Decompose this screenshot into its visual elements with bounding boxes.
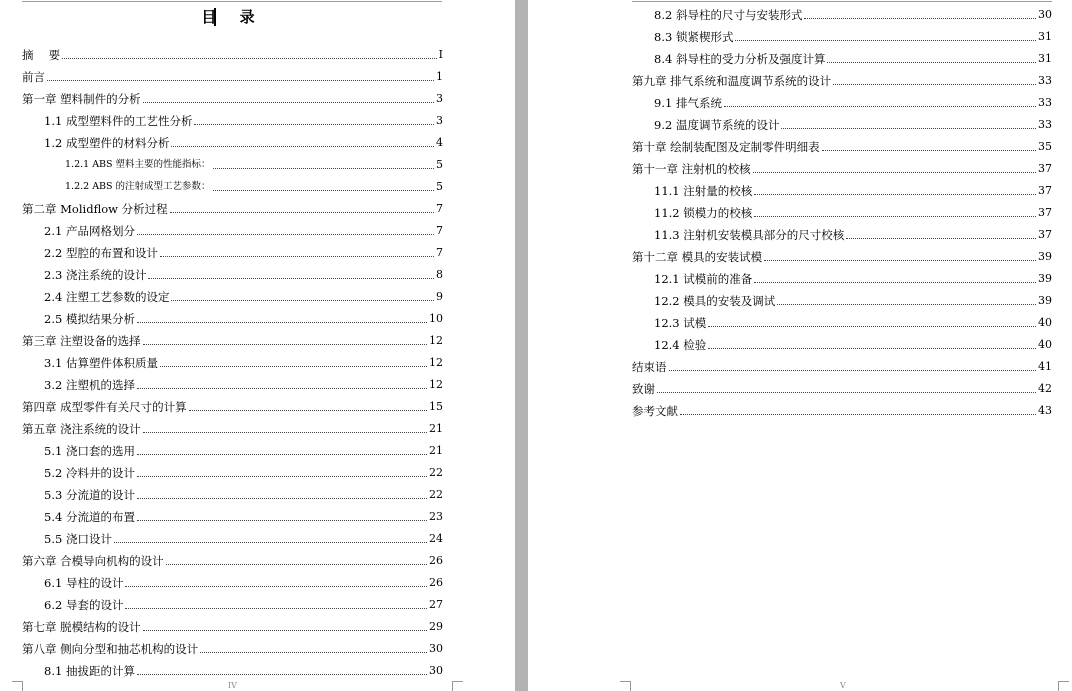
toc-page-number: 40 (1038, 338, 1052, 351)
toc-page-number: 22 (429, 466, 443, 479)
page-footer-number: IV (228, 681, 237, 690)
toc-entry[interactable] (44, 267, 443, 283)
toc-entry-label: 1.2.1 ABS 塑料主要的性能指标： (65, 159, 211, 170)
toc-entry-label: 1.2.2 ABS 的注射成型工艺参数： (65, 181, 211, 192)
toc-page-number: 40 (1038, 316, 1052, 329)
toc-entry-label: 8.1 抽拔距的计算 (44, 664, 135, 678)
toc-page-number: 5 (436, 180, 443, 193)
toc-entry-label: 12.1 试模前的准备 (654, 272, 753, 286)
toc-entry-label: 摘 要 (22, 48, 61, 62)
dot-leader (189, 410, 427, 411)
toc-entry-label: 12.3 试模 (654, 316, 707, 330)
dot-leader (137, 520, 427, 521)
toc-entry[interactable] (654, 51, 1052, 67)
toc-entry[interactable] (632, 249, 1052, 265)
toc-entry[interactable] (22, 333, 443, 349)
toc-title: 目 录 (201, 8, 264, 26)
toc-entry[interactable] (632, 359, 1052, 375)
toc-page-number: 21 (429, 444, 443, 457)
dot-leader (170, 212, 434, 213)
header-rule (632, 1, 1052, 2)
toc-entry[interactable] (44, 223, 443, 239)
toc-entry[interactable] (44, 663, 443, 679)
toc-page-number: 37 (1038, 228, 1052, 241)
toc-entry-label: 1.2 成型塑件的材料分析 (44, 136, 170, 150)
header-rule (22, 1, 442, 2)
toc-entry-label: 2.4 注塑工艺参数的设定 (44, 290, 170, 304)
dot-leader (754, 216, 1036, 217)
dot-leader (213, 168, 434, 169)
toc-entry[interactable] (44, 487, 443, 503)
dot-leader (114, 542, 427, 543)
toc-entry-label: 8.4 斜导柱的受力分析及强度计算 (654, 52, 826, 66)
toc-page-number: 42 (1038, 382, 1052, 395)
toc-entry[interactable] (654, 183, 1052, 199)
toc-page-number: 37 (1038, 206, 1052, 219)
dot-leader (137, 476, 427, 477)
margin-corner-mark (12, 681, 23, 691)
dot-leader (657, 392, 1036, 393)
dot-leader (148, 278, 434, 279)
toc-entry[interactable] (22, 399, 443, 415)
toc-entry[interactable] (44, 377, 443, 393)
toc-page-number: 21 (429, 422, 443, 435)
dot-leader (753, 172, 1036, 173)
toc-page-number: 23 (429, 510, 443, 523)
toc-entry-label: 3.2 注塑机的选择 (44, 378, 135, 392)
dot-leader (143, 432, 427, 433)
toc-entry[interactable] (654, 337, 1052, 353)
dot-leader (62, 58, 436, 59)
toc-entry-label: 第十一章 注射机的校核 (632, 162, 751, 176)
toc-entry[interactable] (654, 95, 1052, 111)
toc-page-number: 43 (1038, 404, 1052, 417)
toc-entry-label: 2.5 模拟结果分析 (44, 312, 135, 326)
dot-leader (708, 326, 1036, 327)
toc-entry-label: 第六章 合模导向机构的设计 (22, 554, 164, 568)
toc-entry[interactable] (22, 91, 443, 107)
toc-entry[interactable] (22, 641, 443, 657)
dot-leader (669, 370, 1037, 371)
toc-entry-label: 前言 (22, 70, 45, 84)
toc-page-number: 30 (1038, 8, 1052, 21)
toc-entry-label: 第五章 浇注系统的设计 (22, 422, 141, 436)
dot-leader (781, 128, 1036, 129)
toc-entry[interactable] (632, 139, 1052, 155)
toc-entry-label: 12.2 模具的安装及调试 (654, 294, 776, 308)
toc-page-number: 35 (1038, 140, 1052, 153)
toc-entry[interactable] (654, 227, 1052, 243)
margin-corner-mark (452, 681, 463, 691)
dot-leader (777, 304, 1036, 305)
toc-page-number: I (438, 48, 443, 61)
toc-entry-label: 第一章 塑料制件的分析 (22, 92, 141, 106)
toc-entry[interactable] (44, 135, 443, 151)
dot-leader (137, 322, 427, 323)
toc-entry[interactable] (632, 161, 1052, 177)
toc-entry-label: 5.1 浇口套的选用 (44, 444, 135, 458)
toc-entry[interactable] (44, 289, 443, 305)
toc-page-number: 26 (429, 554, 443, 567)
toc-entry[interactable] (44, 113, 443, 129)
toc-entry[interactable] (632, 403, 1052, 419)
dot-leader (822, 150, 1036, 151)
toc-page-number: 12 (429, 378, 443, 391)
toc-entry-label: 2.1 产品网格划分 (44, 224, 135, 238)
dot-leader (754, 194, 1036, 195)
dot-leader (764, 260, 1036, 261)
toc-entry[interactable] (654, 315, 1052, 331)
dot-leader (166, 564, 427, 565)
dot-leader (160, 256, 434, 257)
toc-entry[interactable] (654, 205, 1052, 221)
dot-leader (846, 238, 1036, 239)
toc-entry[interactable] (654, 271, 1052, 287)
toc-entry-label: 6.1 导柱的设计 (44, 576, 124, 590)
toc-page-number: 1 (436, 70, 443, 83)
toc-entry[interactable] (44, 597, 443, 613)
page-iv (0, 0, 515, 691)
toc-page-number: 31 (1038, 52, 1052, 65)
dot-leader (194, 124, 434, 125)
toc-entry-label: 2.2 型腔的布置和设计 (44, 246, 158, 260)
dot-leader (160, 366, 427, 367)
dot-leader (137, 498, 427, 499)
page-gutter (515, 0, 528, 691)
toc-page-number: 12 (429, 356, 443, 369)
toc-entry[interactable] (22, 47, 443, 63)
toc-page-number: 29 (429, 620, 443, 633)
toc-page-number: 33 (1038, 118, 1052, 131)
toc-entry[interactable] (44, 465, 443, 481)
toc-entry-label: 11.3 注射机安装模具部分的尺寸校核 (654, 228, 845, 242)
toc-entry-label: 5.4 分流道的布置 (44, 510, 135, 524)
dot-leader (137, 234, 434, 235)
toc-entry[interactable] (65, 157, 443, 173)
dot-leader (171, 300, 434, 301)
toc-entry[interactable] (22, 421, 443, 437)
toc-entry[interactable] (44, 245, 443, 261)
toc-page-number: 37 (1038, 184, 1052, 197)
dot-leader (680, 414, 1036, 415)
toc-entry[interactable] (44, 531, 443, 547)
dot-leader (143, 344, 427, 345)
dot-leader (137, 454, 427, 455)
toc-entry-label: 第二章 Molidflow 分析过程 (22, 202, 168, 216)
toc-page-number: 9 (436, 290, 443, 303)
toc-page-number: 33 (1038, 74, 1052, 87)
toc-page-number: 3 (436, 92, 443, 105)
dot-leader (200, 652, 427, 653)
toc-page-number: 30 (429, 642, 443, 655)
toc-page-number: 22 (429, 488, 443, 501)
toc-page-number: 5 (436, 158, 443, 171)
toc-entry-label: 11.1 注射量的校核 (654, 184, 753, 198)
margin-corner-mark (1058, 681, 1069, 691)
toc-page-number: 39 (1038, 250, 1052, 263)
dot-leader (833, 84, 1036, 85)
toc-entry[interactable] (654, 29, 1052, 45)
dot-leader (724, 106, 1036, 107)
dot-leader (137, 388, 427, 389)
toc-entry-label: 第十二章 模具的安装试模 (632, 250, 763, 264)
toc-entry-label: 第九章 排气系统和温度调节系统的设计 (632, 74, 832, 88)
toc-entry-label: 6.2 导套的设计 (44, 598, 124, 612)
dot-leader (143, 102, 434, 103)
toc-entry-label: 致谢 (632, 382, 655, 396)
toc-entry[interactable] (44, 311, 443, 327)
toc-entry[interactable] (44, 509, 443, 525)
dot-leader (143, 630, 427, 631)
toc-entry-label: 9.1 排气系统 (654, 96, 722, 110)
toc-entry-label: 8.3 锁紧楔形式 (654, 30, 734, 44)
toc-page-number: 33 (1038, 96, 1052, 109)
toc-page-number: 7 (436, 246, 443, 259)
toc-entry-label: 9.2 温度调节系统的设计 (654, 118, 780, 132)
dot-leader (754, 282, 1036, 283)
toc-entry-label: 5.3 分流道的设计 (44, 488, 135, 502)
dot-leader (125, 608, 427, 609)
toc-entry-label: 第八章 侧向分型和抽芯机构的设计 (22, 642, 199, 656)
toc-entry[interactable] (44, 575, 443, 591)
toc-entry-label: 2.3 浇注系统的设计 (44, 268, 147, 282)
page-footer-number: V (840, 681, 846, 690)
toc-entry[interactable] (22, 553, 443, 569)
toc-entry[interactable] (632, 73, 1052, 89)
dot-leader (213, 190, 434, 191)
toc-entry-label: 结束语 (632, 360, 667, 374)
toc-page-number: 7 (436, 202, 443, 215)
toc-entry[interactable] (22, 69, 443, 85)
toc-entry-label: 8.2 斜导柱的尺寸与安装形式 (654, 8, 803, 22)
dot-leader (171, 146, 434, 147)
dot-leader (735, 40, 1036, 41)
toc-page-number: 7 (436, 224, 443, 237)
toc-entry[interactable] (44, 443, 443, 459)
toc-entry-label: 第三章 注塑设备的选择 (22, 334, 141, 348)
margin-corner-mark (620, 681, 631, 691)
toc-page-number: 31 (1038, 30, 1052, 43)
toc-page-number: 37 (1038, 162, 1052, 175)
toc-entry-label: 5.2 冷料井的设计 (44, 466, 135, 480)
toc-entry[interactable] (654, 7, 1052, 23)
toc-entry-label: 第四章 成型零件有关尺寸的计算 (22, 400, 187, 414)
toc-entry[interactable] (22, 201, 443, 217)
toc-entry-label: 1.1 成型塑料件的工艺性分析 (44, 114, 193, 128)
dot-leader (708, 348, 1036, 349)
toc-page-number: 27 (429, 598, 443, 611)
dot-leader (804, 18, 1036, 19)
toc-entry[interactable] (632, 381, 1052, 397)
dot-leader (125, 586, 427, 587)
dot-leader (137, 674, 427, 675)
toc-entry[interactable] (654, 117, 1052, 133)
page-v (528, 0, 1072, 691)
toc-page-number: 8 (436, 268, 443, 281)
toc-entry[interactable] (44, 355, 443, 371)
toc-entry-label: 5.5 浇口设计 (44, 532, 112, 546)
toc-page-number: 10 (429, 312, 443, 325)
toc-page-number: 39 (1038, 272, 1052, 285)
toc-entry-label: 12.4 检验 (654, 338, 707, 352)
toc-page-number: 30 (429, 664, 443, 677)
toc-entry-label: 第七章 脱模结构的设计 (22, 620, 141, 634)
toc-entry[interactable] (22, 619, 443, 635)
toc-entry-label: 第十章 绘制装配图及定制零件明细表 (632, 140, 820, 154)
toc-page-number: 24 (429, 532, 443, 545)
toc-page-number: 26 (429, 576, 443, 589)
toc-entry[interactable] (654, 293, 1052, 309)
toc-page-number: 15 (429, 400, 443, 413)
toc-entry-label: 参考文献 (632, 404, 678, 418)
toc-entry[interactable] (65, 179, 443, 195)
toc-page-number: 41 (1038, 360, 1052, 373)
toc-entry-label: 11.2 锁模力的校核 (654, 206, 753, 220)
toc-page-number: 39 (1038, 294, 1052, 307)
dot-leader (47, 80, 434, 81)
toc-page-number: 12 (429, 334, 443, 347)
toc-page-number: 4 (436, 136, 443, 149)
dot-leader (827, 62, 1036, 63)
toc-entry-label: 3.1 估算塑件体积质量 (44, 356, 158, 370)
toc-page-number: 3 (436, 114, 443, 127)
